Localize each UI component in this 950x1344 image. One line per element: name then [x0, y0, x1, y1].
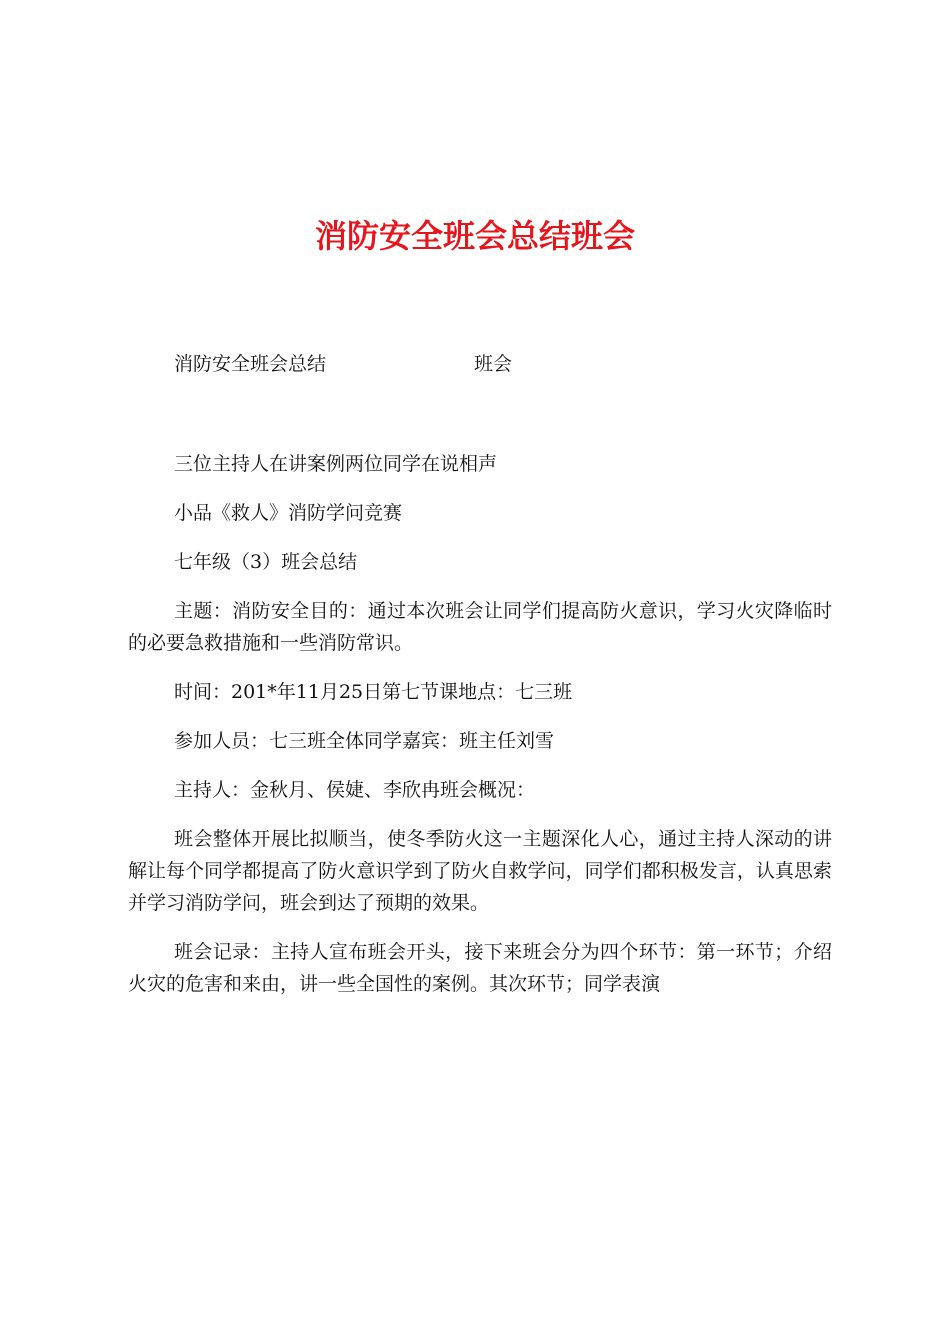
paragraph-record: 班会记录：主持人宣布班会开头，接下来班会分为四个环节：第一环节；介绍火灾的危害和来由，讲一些全国性的案例。其次环节；同学表演: [128, 941, 832, 995]
subtitle-row: [174, 350, 513, 378]
paragraph-sketch: 小品《救人》消防学问竞赛: [174, 502, 403, 524]
paragraph-hosts: 三位主持人在讲案例两位同学在说相声: [174, 453, 498, 475]
paragraph-participants: 参加人员：七三班全体同学嘉宾：班主任刘雪: [174, 730, 555, 752]
subtitle-right: 班会: [474, 353, 513, 375]
paragraph-overview: 班会整体开展比拟顺当，使冬季防火这一主题深化人心，通过主持人深动的讲解让每个同学都提高了防火意识学到了防火自救学问，同学们都积极发言，认真思索并学习消防学问，班会到达了预期的效果。: [128, 828, 832, 914]
document-title: 消防安全班会总结班会: [314, 217, 635, 255]
document-body: [128, 448, 832, 1017]
paragraph-class-summary: 七年级（3）班会总结: [174, 551, 358, 573]
paragraph-theme: 主题：消防安全目的：通过本次班会让同学们提高防火意识，学习火灾降临时的必要急救措施和一些消防常识。: [128, 600, 832, 654]
subtitle-left: 消防安全班会总结: [174, 353, 327, 375]
paragraph-host-names: 主持人：金秋月、侯婕、李欣冉班会概况：: [174, 779, 536, 801]
paragraph-time: 时间：201*年11月25日第七节课地点：七三班: [174, 681, 573, 703]
